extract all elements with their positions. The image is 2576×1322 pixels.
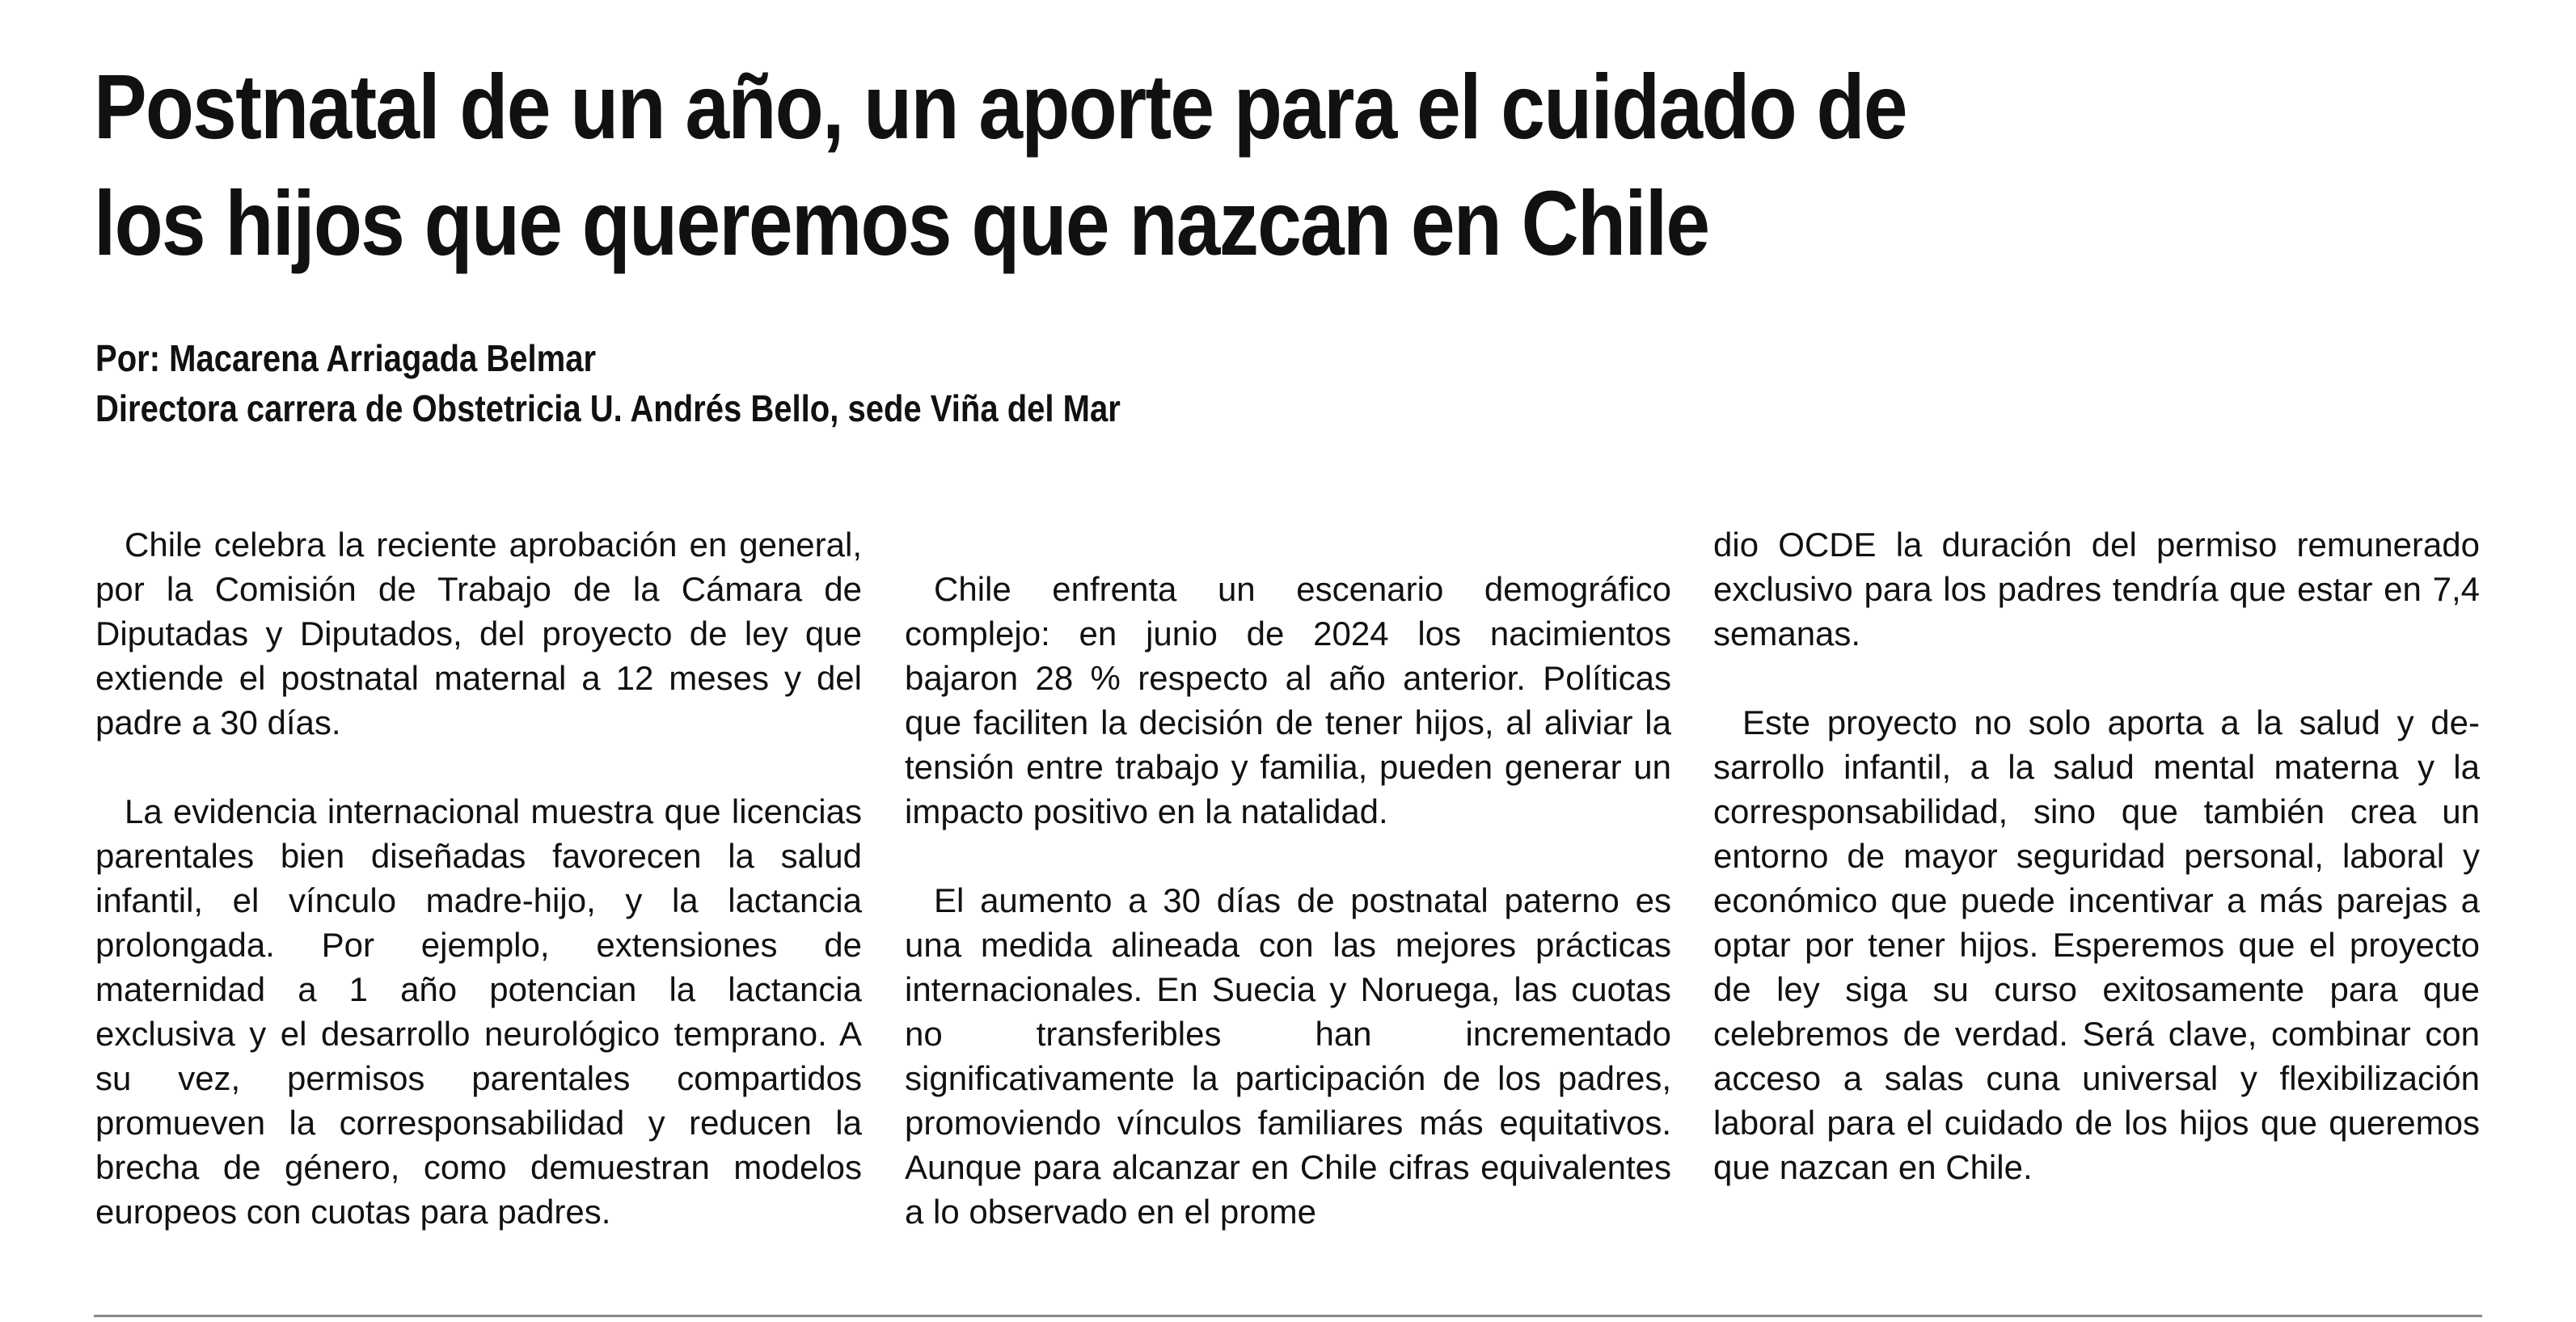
article-paragraph: Chile celebra la reciente aprobación en general, por la Comisión de Trabajo de la Cámara de Diputadas y Diputados, del proyecto de ley que extiende el postnatal maternal a 12 meses y del padre a 30 días.: [95, 526, 862, 741]
article-column-3: [1713, 522, 2480, 1189]
article-column-2: [905, 567, 1671, 1234]
article-headline: [94, 49, 1993, 281]
article-paragraph-continued: dio OCDE la duración del permiso remunerado exclusivo para los padres tendría que estar en 7,4 semanas.: [1713, 526, 2480, 653]
article-paragraph: El aumento a 30 días de postnatal paterno es una medida alineada con las mejores prácticas internacionales. En Suecia y Noruega, las cuotas no transferibles han incrementado significativamente la participación de los padres, promoviendo vínculos familiares más equitativos. Aunque para alcanzar en Chile cifras equivalentes a lo observado en el prome: [905, 881, 1671, 1231]
byline-role: Directora carrera de Obstetricia U. Andrés Bello, sede Viña del Mar: [95, 387, 1121, 429]
bottom-divider: [94, 1315, 2482, 1317]
headline-line: Postnatal de un año, un aporte para el cuidado de: [94, 56, 1907, 158]
byline-author: Por: Macarena Arriagada Belmar: [95, 337, 597, 379]
article-paragraph: La evidencia internacional muestra que licencias parentales bien diseñadas favorecen la salud infantil, el vínculo madre-hijo, y la lactancia prolongada. Por ejemplo, extensiones de maternidad a 1 año potencian la lactancia exclusiva y el desarrollo neurológico temprano. A su vez, permisos parentales compartidos promueven la corresponsabilidad y reducen la brecha de género, como demuestran modelos europeos con cuotas para padres.: [95, 792, 862, 1231]
byline: [95, 333, 1121, 433]
article-paragraph: Este proyecto no solo aporta a la salud y desarrollo infantil, a la salud mental materna y la corresponsabilidad, sino que también crea un entorno de mayor seguridad personal, laboral y económico que puede incentivar a más parejas a optar por tener hijos. Esperemos que el proyecto de ley siga su curso exitosamente para que celebremos de verdad. Será clave, combinar con acceso a salas cuna universal y flexibilización laboral para el cuidado de los hijos que queremos que nazcan en Chile.: [1713, 703, 2480, 1186]
article-paragraph: Chile enfrenta un escenario demográfico complejo: en junio de 2024 los nacimientos bajaron 28 % respecto al año anterior. Políticas que faciliten la decisión de tener hijos, al aliviar la tensión entre trabajo y familia, pueden generar un impacto positivo en la natalidad.: [905, 570, 1671, 830]
headline-line: los hijos que queremos que nazcan en Chile: [94, 172, 1709, 274]
article-column-1: [95, 522, 862, 1234]
